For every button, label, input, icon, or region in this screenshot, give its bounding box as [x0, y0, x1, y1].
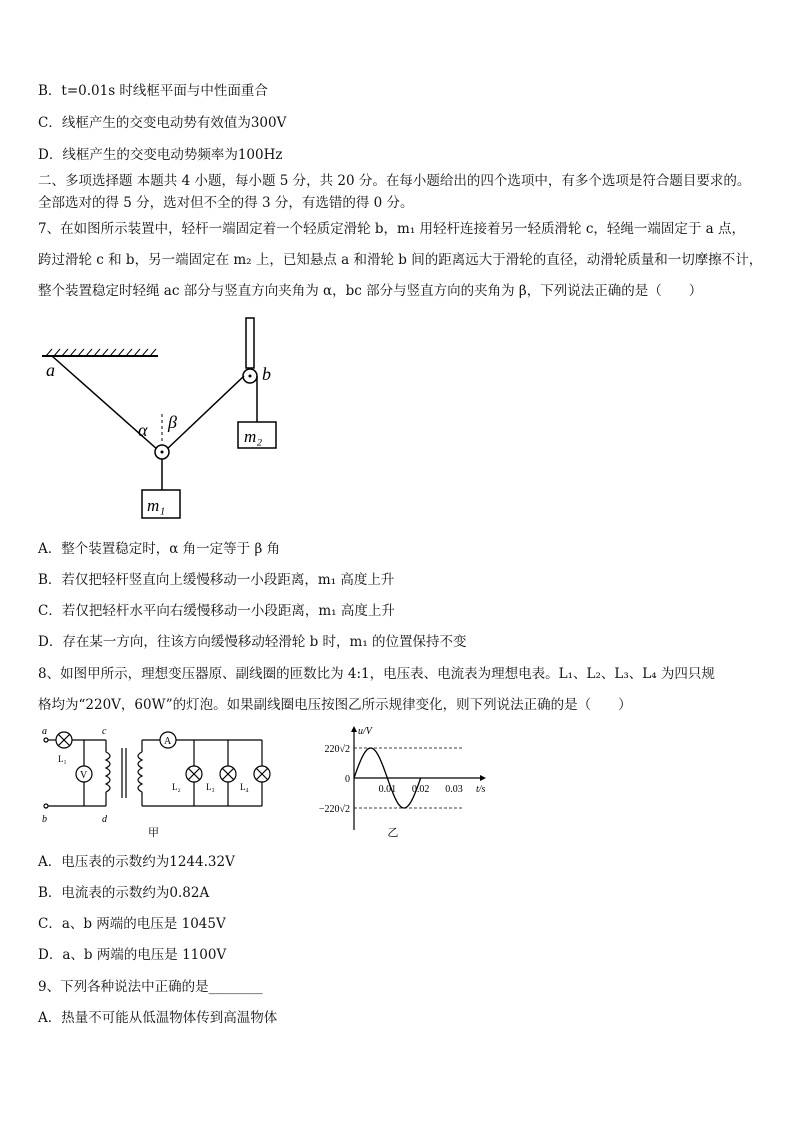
label-ammeter: A [164, 736, 172, 747]
q9-stem: 9、下列各种说法中正确的是________ [38, 979, 263, 995]
q8-option-c: C．a、b 两端的电压是 1045V [38, 916, 226, 932]
label-beta: β [168, 412, 177, 432]
x-tick-label: 0.01 [378, 784, 397, 795]
label-b: b [262, 364, 271, 384]
q7-stem-line2: 跨过滑轮 c 和 b，另一端固定在 m₂ 上，已知悬点 a 和滑轮 b 间的距离远大于滑轮的直径，动滑轮质量和一切摩擦不计， [38, 252, 763, 268]
y-tick-max: 220√2 [324, 744, 350, 755]
caption-jia: 甲 [148, 827, 159, 839]
ceiling-hatch [46, 349, 156, 356]
caption-yi: 乙 [387, 827, 399, 839]
label-a: a [46, 360, 55, 380]
option-d-prev: D．线框产生的交变电动势频率为100Hz [38, 147, 283, 163]
light-rod [246, 318, 254, 368]
circuit-figure [36, 724, 276, 840]
q8-option-b: B．电流表的示数约为0.82A [38, 885, 210, 901]
label-m1: m₁ [147, 496, 166, 515]
label-c: c [102, 726, 107, 737]
y-axis-arrow [351, 726, 357, 732]
pulley-figure [38, 314, 298, 524]
label-terminal-b: b [42, 814, 47, 825]
x-tick-label: 0.02 [411, 784, 430, 795]
q7-option-d: D．存在某一方向，往该方向缓慢移动轻滑轮 b 时，m₁ 的位置保持不变 [38, 634, 467, 650]
section2-header-line2: 全部选对的得 5 分，选对但不全的得 3 分，有选错的得 0 分。 [38, 195, 414, 211]
secondary-coil [138, 752, 142, 792]
option-b-prev: B．t=0.01s 时线框平面与中性面重合 [38, 83, 268, 99]
option-c-prev: C．线框产生的交变电动势有效值为300V [38, 115, 287, 131]
q8-option-d: D．a、b 两端的电压是 1100V [38, 947, 227, 963]
x-tick-label: 0.03 [445, 784, 463, 795]
label-voltmeter: V [80, 770, 88, 781]
q8-stem-line2: 格均为“220V，60W”的灯泡。如果副线圈电压按图乙所示规律变化，则下列说法正确的是（ ） [38, 697, 632, 713]
q9-option-a: A．热量不可能从低温物体传到高温物体 [38, 1010, 278, 1026]
y-axis-label: u/V [358, 726, 372, 737]
section2-header-line1: 二、多项选择题 本题共 4 小题，每小题 5 分，共 20 分。在每小题给出的四个选项中，有多个选项是符合题目要求的。 [38, 173, 751, 189]
primary-coil [106, 752, 110, 792]
x-axis-label: t/s [476, 784, 486, 795]
q7-stem-line3: 整个装置稳定时轻绳 ac 部分与竖直方向夹角为 α，bc 部分与竖直方向的夹角为 β，下列说法正确的是（ ） [38, 283, 703, 299]
q7-option-b: B．若仅把轻杆竖直向上缓慢移动一小段距离，m₁ 高度上升 [38, 572, 395, 588]
label-d: d [102, 814, 107, 825]
q8-stem-line1: 8、如图甲所示，理想变压器原、副线圈的匝数比为 4:1，电压表、电流表为理想电表。L₁、L₂、L₃、L₄ 为四只规 [38, 666, 715, 682]
q7-option-c: C．若仅把轻杆水平向右缓慢移动一小段距离，m₁ 高度上升 [38, 603, 395, 619]
label-L2: L₂ [172, 782, 181, 792]
x-axis-arrow [480, 775, 486, 781]
voltage-chart [300, 724, 520, 840]
rope-cb [166, 376, 244, 450]
y-tick-min: −220√2 [318, 804, 350, 815]
label-L3: L₃ [206, 782, 215, 792]
y-tick-zero: 0 [345, 774, 350, 785]
label-alpha: α [138, 420, 148, 440]
label-terminal-a: a [42, 726, 47, 737]
label-m2: m₂ [244, 427, 263, 446]
label-L4: L₄ [240, 782, 249, 792]
q7-stem-line1: 7、在如图所示装置中，轻杆一端固定着一个轻质定滑轮 b，m₁ 用轻杆连接着另一轻质滑轮 c，轻绳一端固定于 a 点， [38, 221, 746, 237]
q8-option-a: A．电压表的示数约为1244.32V [38, 854, 235, 870]
q7-option-a: A．整个装置稳定时，α 角一定等于 β 角 [38, 541, 281, 557]
label-L1: L₁ [58, 754, 67, 764]
